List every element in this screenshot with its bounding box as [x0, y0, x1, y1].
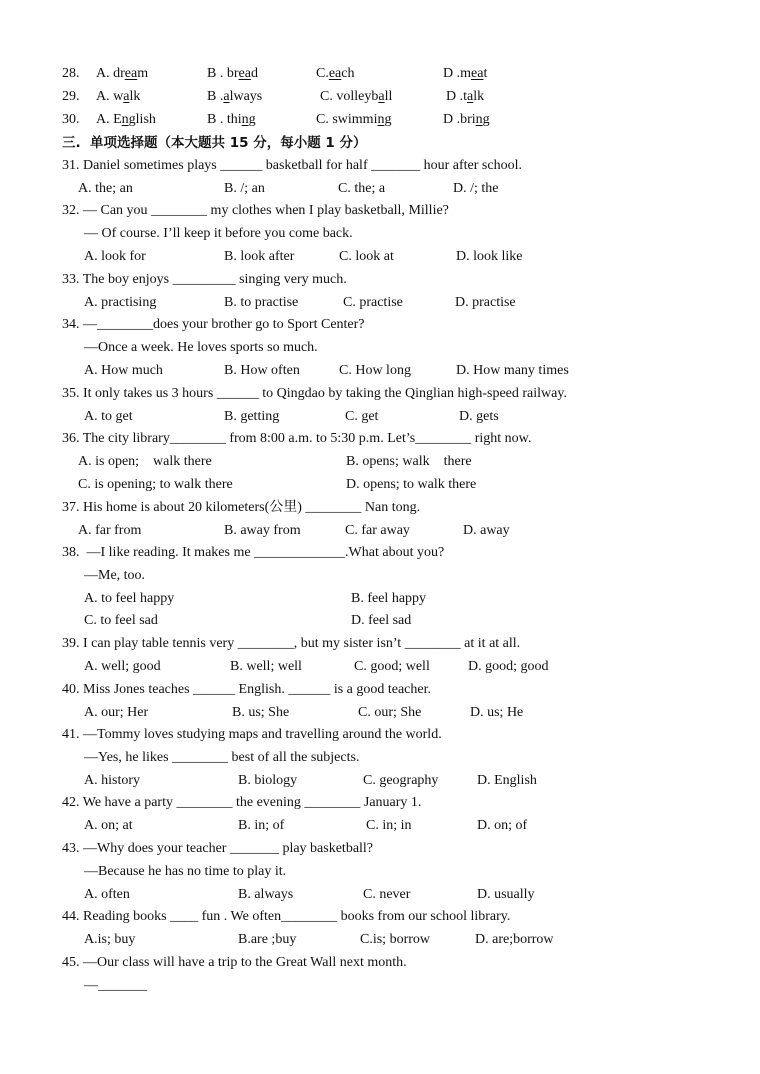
- option-b: B. look after: [224, 249, 295, 264]
- option-b: B. to practise: [224, 295, 299, 310]
- question-stem: 43. —Why does your teacher _______ play basketball?: [62, 841, 374, 856]
- option-a: A. well; good: [84, 659, 161, 674]
- option-d: D. How many times: [456, 363, 569, 378]
- option-d: D. are;borrow: [475, 932, 554, 947]
- option-d: D .meat: [443, 66, 488, 81]
- dialogue-line: —Yes, he likes ________ best of all the subjects.: [84, 750, 360, 765]
- question-stem: 37. His home is about 20 kilometers(公里) ________ Nan tong.: [62, 500, 421, 515]
- option-c: C. swimming: [316, 112, 392, 127]
- option-b: B. opens; walk there: [346, 454, 472, 469]
- option-b: B. feel happy: [351, 591, 427, 606]
- option-c: C.is; borrow: [360, 932, 430, 947]
- option-d: D. look like: [456, 249, 523, 264]
- option-c: C. to feel sad: [84, 613, 158, 628]
- question-stem: 44. Reading books ____ fun . We often________ books from our school library.: [62, 909, 511, 924]
- option-a: A. far from: [78, 523, 142, 538]
- option-a: A. practising: [84, 295, 157, 310]
- option-c: C. get: [345, 409, 379, 424]
- option-c: C. our; She: [358, 705, 422, 720]
- option-b: B. biology: [238, 773, 298, 788]
- option-a: A. How much: [84, 363, 163, 378]
- dialogue-line: —Once a week. He loves sports so much.: [84, 340, 318, 355]
- option-d: D. opens; to walk there: [346, 477, 477, 492]
- option-b: B. in; of: [238, 818, 285, 833]
- question-stem: 45. —Our class will have a trip to the Great Wall next month.: [62, 955, 407, 970]
- option-a: A. to feel happy: [84, 591, 175, 606]
- option-c: C.each: [316, 66, 355, 81]
- option-a: A. English: [96, 112, 156, 127]
- question-stem: 40. Miss Jones teaches ______ English. ______ is a good teacher.: [62, 682, 432, 697]
- question-stem: 35. It only takes us 3 hours ______ to Qingdao by taking the Qinglian high-speed railway.: [62, 386, 567, 401]
- dialogue-line: —Because he has no time to play it.: [84, 864, 287, 879]
- option-b: B . bread: [207, 66, 258, 81]
- option-d: D. on; of: [477, 818, 528, 833]
- question-number: 29.: [62, 89, 80, 104]
- option-c: C. far away: [345, 523, 410, 538]
- option-a: A. often: [84, 887, 130, 902]
- option-b: B .always: [207, 89, 263, 104]
- option-b: B. away from: [224, 523, 301, 538]
- dialogue-line: —Me, too.: [84, 568, 146, 583]
- option-c: C. in; in: [366, 818, 412, 833]
- option-d: D. /; the: [453, 181, 499, 196]
- option-d: D .bring: [443, 112, 490, 127]
- option-c: C. is opening; to walk there: [78, 477, 233, 492]
- option-d: D. good; good: [468, 659, 549, 674]
- option-c: C. geography: [363, 773, 439, 788]
- option-a: A. is open; walk there: [78, 454, 212, 469]
- option-c: C. good; well: [354, 659, 430, 674]
- option-b: B. How often: [224, 363, 300, 378]
- dialogue-line: — Of course. I’ll keep it before you come back.: [84, 226, 353, 241]
- option-a: A. history: [84, 773, 140, 788]
- option-d: D. feel sad: [351, 613, 412, 628]
- option-c: C. volleyball: [320, 89, 393, 104]
- option-d: D. away: [463, 523, 510, 538]
- question-stem: 34. —________does your brother go to Sport Center?: [62, 317, 365, 332]
- option-c: C. the; a: [338, 181, 386, 196]
- option-b: B. well; well: [230, 659, 302, 674]
- question-stem: 32. — Can you ________ my clothes when I play basketball, Millie?: [62, 203, 449, 218]
- option-b: B. /; an: [224, 181, 265, 196]
- option-d: D. English: [477, 773, 537, 788]
- option-b: B. us; She: [232, 705, 290, 720]
- question-stem: 36. The city library________ from 8:00 a.m. to 5:30 p.m. Let’s________ right now.: [62, 431, 532, 446]
- option-d: D. usually: [477, 887, 535, 902]
- option-b: B. getting: [224, 409, 280, 424]
- option-d: D. gets: [459, 409, 499, 424]
- question-stem: 41. —Tommy loves studying maps and travelling around the world.: [62, 727, 442, 742]
- option-a: A.is; buy: [84, 932, 136, 947]
- option-c: C. practise: [343, 295, 403, 310]
- option-a: A. our; Her: [84, 705, 149, 720]
- option-a: A. the; an: [78, 181, 133, 196]
- section-title: 三. 单项选择题（本大题共 15 分，每小题 1 分）: [62, 135, 367, 151]
- option-a: A. walk: [96, 89, 141, 104]
- option-b: B. always: [238, 887, 294, 902]
- option-a: A. on; at: [84, 818, 133, 833]
- option-a: A. dream: [96, 66, 149, 81]
- option-c: C. never: [363, 887, 411, 902]
- question-stem: 33. The boy enjoys _________ singing very much.: [62, 272, 347, 287]
- question-number: 28.: [62, 66, 80, 81]
- option-d: D. practise: [455, 295, 516, 310]
- question-stem: 39. I can play table tennis very ________, but my sister isn’t ________ at it at all.: [62, 636, 521, 651]
- option-d: D. us; He: [470, 705, 524, 720]
- option-d: D .talk: [446, 89, 485, 104]
- option-c: C. How long: [339, 363, 411, 378]
- option-a: A. to get: [84, 409, 133, 424]
- option-a: A. look for: [84, 249, 146, 264]
- option-b: B . thing: [207, 112, 256, 127]
- question-stem: 42. We have a party ________ the evening ________ January 1.: [62, 795, 422, 810]
- question-stem: 31. Daniel sometimes plays ______ basketball for half _______ hour after school.: [62, 158, 522, 173]
- answer-blank-line: —_______: [84, 978, 147, 993]
- question-stem: 38. —I like reading. It makes me _____________.What about you?: [62, 545, 445, 560]
- question-number: 30.: [62, 112, 80, 127]
- option-b: B.are ;buy: [238, 932, 297, 947]
- option-c: C. look at: [339, 249, 394, 264]
